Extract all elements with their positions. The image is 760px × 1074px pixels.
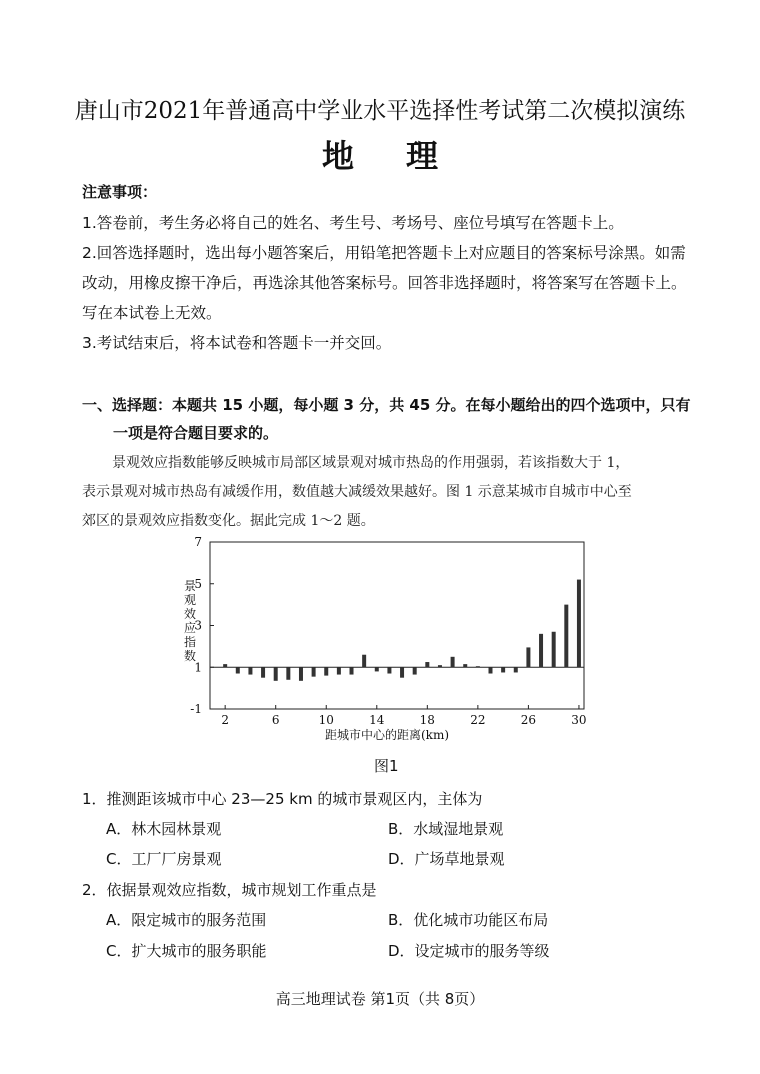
bar: [337, 667, 341, 674]
bar: [501, 667, 505, 672]
bar: [577, 580, 581, 668]
bar: [413, 667, 417, 674]
page-title: 唐山市2021年普通高中学业水平选择性考试第二次模拟演练: [74, 98, 686, 124]
plot-frame: [210, 542, 584, 709]
bar: [526, 647, 530, 667]
section-heading-cont: 一项是符合题目要求的。: [113, 424, 279, 442]
bar: [236, 667, 240, 673]
bar: [564, 605, 568, 668]
option-b: B．优化城市功能区布局: [388, 911, 549, 929]
y-axis-label-char: 效: [184, 607, 197, 621]
option-b: B．水域湿地景观: [388, 820, 504, 838]
x-axis-label: 距城市中心的距离(km): [324, 728, 450, 742]
passage-line: 郊区的景观效应指数变化。据此完成 1～2 题。: [82, 513, 375, 529]
section-heading: 一、选择题：本题共 15 小题，每小题 3 分，共 45 分。在每小题给出的四个选项中，只有: [82, 396, 691, 414]
x-tick-label: 26: [520, 713, 537, 727]
subject-title: 地理: [321, 137, 490, 175]
option-d: D．广场草地景观: [388, 850, 505, 868]
x-tick-label: 30: [571, 713, 587, 727]
notice-heading: 注意事项：: [82, 183, 158, 201]
option-d: D．设定城市的服务等级: [388, 942, 550, 960]
bar: [375, 667, 379, 671]
notice-line: 3.考试结束后，将本试卷和答题卡一并交回。: [82, 334, 392, 352]
bar: [476, 666, 480, 667]
x-tick-label: 2: [221, 713, 229, 727]
option-a: A．限定城市的服务范围: [106, 911, 267, 929]
x-tick-label: 14: [369, 713, 385, 727]
bar: [425, 662, 429, 667]
y-tick-label: 1: [194, 660, 202, 675]
page-footer: 高三地理试卷 第1页（共 8页）: [275, 990, 485, 1008]
bar: [286, 667, 290, 680]
bar: [248, 667, 252, 674]
option-c: C．扩大城市的服务职能: [106, 942, 267, 960]
y-axis-label-char: 指: [184, 635, 197, 649]
option-a: A．林木园林景观: [106, 820, 222, 838]
bar: [438, 665, 442, 667]
y-tick-label: 3: [194, 618, 202, 633]
notice-line: 改动，用橡皮擦干净后，再选涂其他答案标号。回答非选择题时，将答案写在答题卡上。: [82, 274, 687, 292]
x-tick-label: 6: [271, 713, 280, 727]
landscape-effect-chart: [170, 534, 590, 749]
y-axis-label: [184, 579, 196, 663]
x-tick-label: 18: [419, 713, 435, 727]
x-tick-label: 10: [318, 713, 334, 727]
option-c: C．工厂厂房景观: [106, 850, 222, 868]
y-axis-label-char: 观: [184, 593, 197, 607]
bar: [324, 667, 328, 675]
notice-line: 2.回答选择题时，选出每小题答案后，用铅笔把答题卡上对应题目的答案标号涂黑。如需: [82, 244, 686, 262]
question-stem: 2．依据景观效应指数，城市规划工作重点是: [82, 881, 377, 899]
bar: [261, 667, 265, 677]
y-tick-label: 5: [194, 576, 202, 591]
notice-line: 1.答卷前，考生务必将自己的姓名、考生号、考场号、座位号填写在答题卡上。: [82, 214, 624, 232]
bar: [400, 667, 404, 677]
notice-line: 写在本试卷上无效。: [82, 304, 222, 322]
bar: [463, 664, 467, 667]
y-axis-label-char: 数: [184, 649, 197, 663]
y-axis-label-char: 景: [184, 579, 197, 593]
bar: [539, 634, 543, 667]
y-tick-label: -1: [190, 702, 202, 716]
passage-line: 景观效应指数能够反映城市局部区域景观对城市热岛的作用强弱，若该指数大于 1，: [112, 455, 630, 471]
question-stem: 1．推测距该城市中心 23—25 km 的城市景观区内，主体为: [82, 790, 483, 808]
bar: [312, 667, 316, 676]
bar: [274, 667, 278, 681]
bar: [489, 667, 493, 673]
bar: [514, 667, 518, 672]
bar: [552, 632, 556, 667]
bar: [350, 667, 354, 674]
bar: [362, 655, 366, 668]
passage-line: 表示景观对城市热岛有减缓作用，数值越大减缓效果越好。图 1 示意某城市自城市中心至: [82, 484, 632, 500]
plot-area: [190, 535, 586, 727]
bar: [299, 667, 303, 681]
figure-caption: 图1: [374, 757, 399, 775]
y-axis-label-char: 应: [184, 621, 197, 635]
x-tick-label: 22: [470, 713, 486, 727]
y-tick-label: 7: [194, 535, 202, 549]
bar: [451, 657, 455, 667]
bar: [387, 667, 391, 673]
bar: [223, 664, 227, 667]
